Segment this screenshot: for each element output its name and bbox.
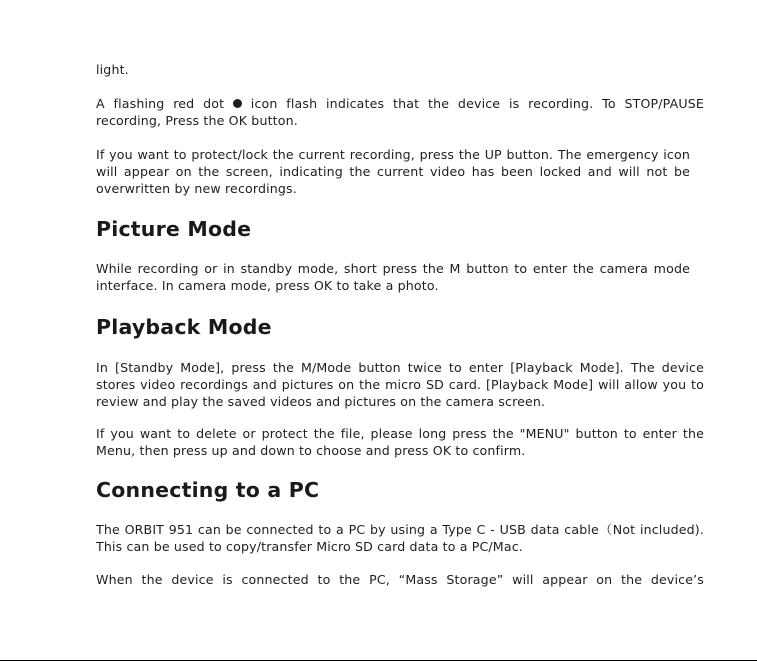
recording-text-end: icon flash indicates that the device is recording. To STOP/PAUSE recording, Press the OK button. xyxy=(96,96,704,128)
heading-connecting-pc: Connecting to a PC xyxy=(96,478,320,502)
paragraph-light: light. xyxy=(96,62,129,77)
paragraph-playback-mode: In [Standby Mode], press the M/Mode button twice to enter [Playback Mode]. The device stores video recordings and pictures on the micro SD card. [Playback Mode] will allow you to review and play the saved videos and pictures on the camera screen. xyxy=(96,360,704,409)
recording-text-start: A flashing red dot xyxy=(96,96,225,111)
heading-playback-mode: Playback Mode xyxy=(96,315,272,339)
heading-picture-mode: Picture Mode xyxy=(96,217,252,241)
paragraph-recording xyxy=(96,95,704,129)
paragraph-connecting-pc: The ORBIT 951 can be connected to a PC by using a Type C - USB data cable（Not included). This can be used to copy/transfer Micro SD card data to a PC/Mac. xyxy=(96,522,704,554)
red-dot-icon xyxy=(233,99,242,108)
paragraph-delete-protect: If you want to delete or protect the file, please long press the "MENU" button to enter the Menu, then press up and down to choose and press OK to confirm. xyxy=(96,426,704,458)
paragraph-mass-storage: When the device is connected to the PC, “Mass Storage” will appear on the device’s xyxy=(96,572,704,587)
paragraph-picture-mode: While recording or in standby mode, short press the M button to enter the camera mode interface. In camera mode, press OK to take a photo. xyxy=(96,261,690,293)
page-bottom-rule xyxy=(0,660,757,661)
paragraph-protect: If you want to protect/lock the current recording, press the UP button. The emergency icon will appear on the screen, indicating the current video has been locked and will not be overwritten by new recordings. xyxy=(96,147,690,196)
